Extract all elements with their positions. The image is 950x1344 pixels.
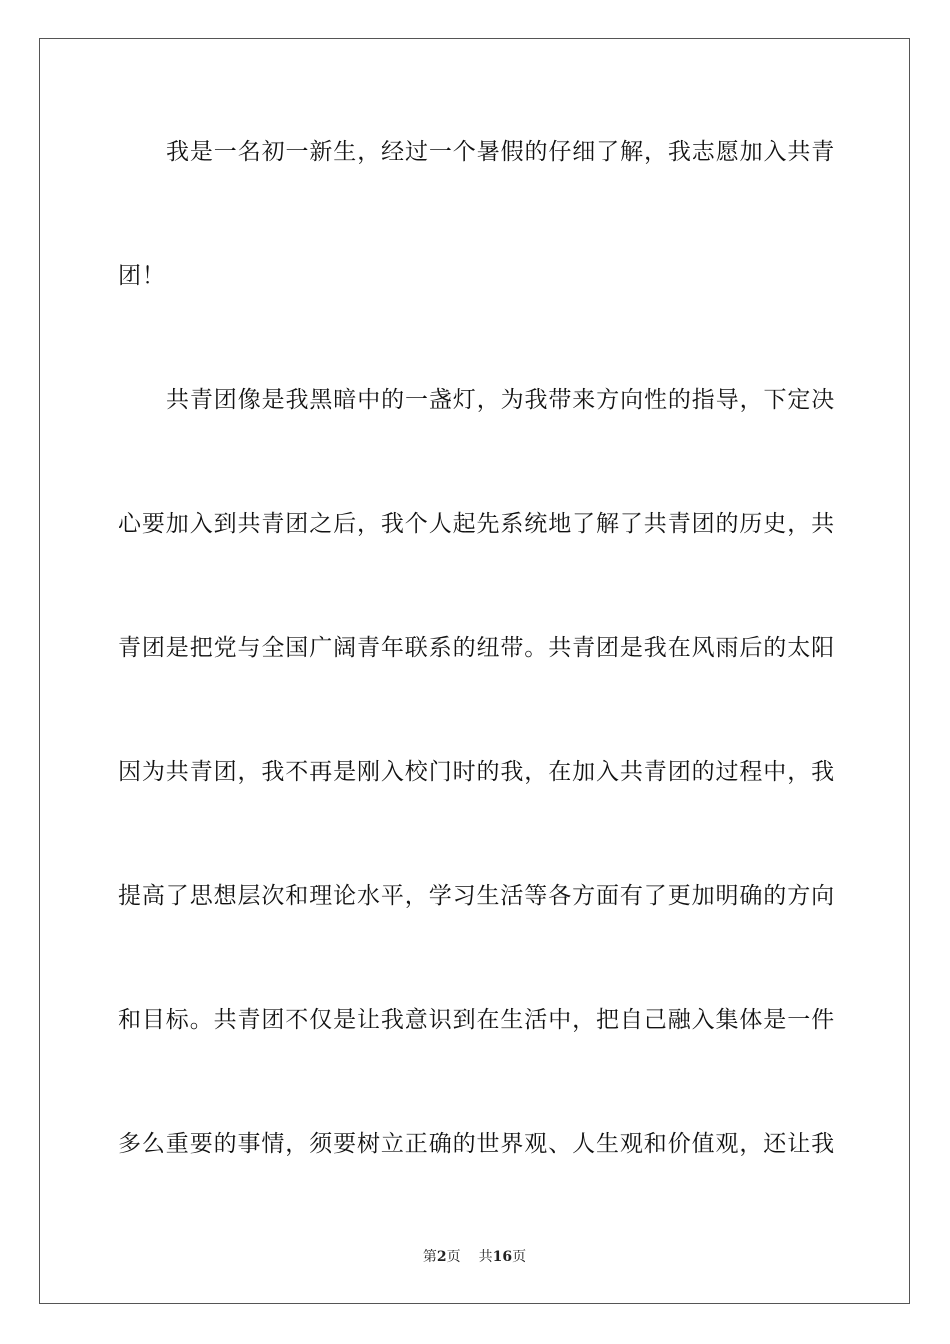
document-page [39, 38, 910, 1304]
paragraph-2-line-3: 青团是把党与全国广阔青年联系的纽带。共青团是我在风雨后的太阳 [118, 635, 835, 661]
footer-page-total: 16 [492, 1249, 513, 1265]
footer-page-unit: 页 [446, 1249, 461, 1265]
paragraph-1-line-2: 团！ [118, 263, 166, 289]
footer-total-unit: 页 [512, 1249, 527, 1265]
paragraph-2-line-2: 心要加入到共青团之后，我个人起先系统地了解了共青团的历史，共 [118, 511, 835, 537]
footer-page-current: 2 [436, 1249, 447, 1265]
page-footer [40, 1246, 909, 1266]
footer-total-prefix: 共 [478, 1249, 493, 1265]
paragraph-2-line-7: 多么重要的事情，须要树立正确的世界观、人生观和价值观，还让我 [118, 1131, 835, 1157]
paragraph-2-line-6: 和目标。共青团不仅是让我意识到在生活中，把自己融入集体是一件 [118, 1007, 835, 1033]
paragraph-1-line-1: 我是一名初一新生，经过一个暑假的仔细了解，我志愿加入共青 [166, 139, 836, 165]
footer-page-prefix: 第 [422, 1249, 437, 1265]
paragraph-2-line-5: 提高了思想层次和理论水平，学习生活等各方面有了更加明确的方向 [118, 883, 835, 909]
document-body [118, 126, 834, 1242]
paragraph-2-line-1: 共青团像是我黑暗中的一盏灯，为我带来方向性的指导，下定决 [166, 387, 836, 413]
paragraph-2-line-4: 因为共青团，我不再是刚入校门时的我，在加入共青团的过程中，我 [118, 759, 835, 785]
